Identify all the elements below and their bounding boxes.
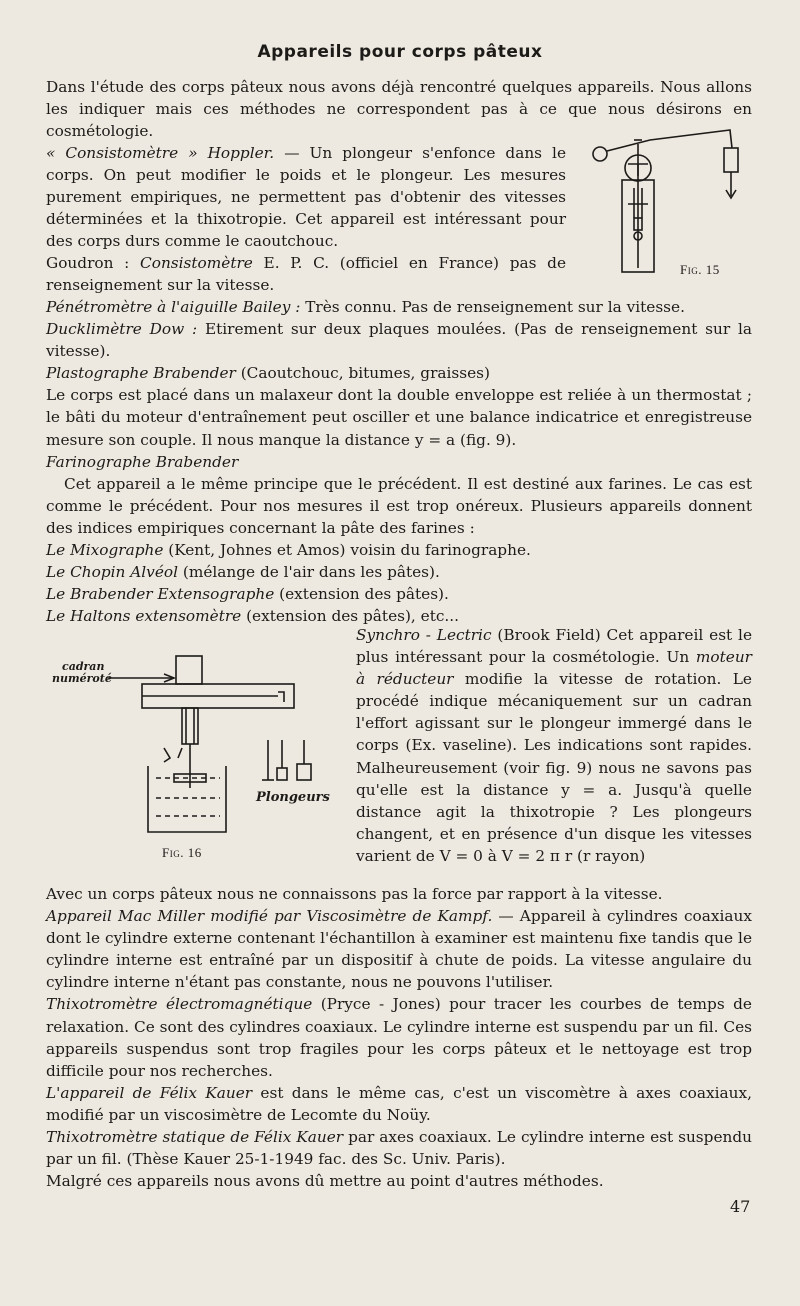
ducklimetre-name: Ducklimètre Dow : (46, 320, 198, 339)
fig16-label: Fig. 16 (162, 845, 202, 860)
plastographe-text: (Caoutchouc, bitumes, graisses) (235, 364, 490, 383)
page-number: 47 (730, 1197, 751, 1216)
list-item-name: Le Chopin Alvéol (46, 563, 178, 582)
farinographe-description: Cet appareil a le même principe que le précédent. Il est destiné aux farines. Le cas est comme le précédent. Pour nos mesures il est trop onéreux. Plusieurs appareils donnent des indices empiriques concernant la pâte des farines : (46, 474, 752, 537)
ducklimetre-paragraph (46, 318, 752, 362)
intro-paragraph: Dans l'étude des corps pâteux nous avons déjà rencontré quelques appareils. Nous allons les indiquer mais ces méthodes ne correspondent pas à ce que nous désirons en cosmétologie. (46, 78, 752, 141)
farinographe-heading (46, 451, 752, 473)
avec-paragraph: Avec un corps pâteux nous ne connaissons pas la force par rapport à la vitesse. (46, 885, 663, 903)
kauer-text: est dans le même cas, c'est un viscomètre à axes coaxiaux, modifié par un viscosimètre de Lecomte du Noüy. (46, 1083, 752, 1124)
synchro-moteur: moteur à réducteur (356, 648, 752, 689)
hoppler-text: — Un plongeur s'enfonce dans le corps. On peut modifier le poids et le plongeur. Les mesures purement empiriques, ne permettent pas d'obtenir des vitesses déterminées et la thixotropie. Cet appareil est intéressant pour des corps durs comme le caoutchouc. (46, 144, 566, 251)
thixo-stat-name: Thixotromètre statique de Félix Kauer (46, 1128, 344, 1147)
penetrometre-name: Pénétromètre à l'aiguille Bailey : (46, 298, 301, 316)
list-item-name: Le Mixographe (46, 541, 164, 560)
instruments-section (46, 296, 752, 627)
list-item-text: (mélange de l'air dans les pâtes). (177, 563, 440, 582)
penetrometre-paragraph (46, 296, 752, 318)
list-item-text: (extension des pâtes). (274, 585, 449, 604)
synchro-section (356, 624, 752, 867)
thixo-stat-text: par axes coaxiaux. Le cylindre interne est suspendu par un fil. (Thèse Kauer 25-1-1949 fac. des Sc. Univ. Paris). (46, 1128, 752, 1169)
macmiller-name: Appareil Mac Miller modifié par Viscosimètre de Kampf. (46, 907, 493, 926)
list-item (46, 583, 752, 605)
thixo-em-paragraph (46, 993, 752, 1081)
plastographe-paragraph (46, 362, 752, 384)
malgre-paragraph: Malgré ces appareils nous avons dû mettre au point d'autres méthodes. (46, 1172, 604, 1191)
ducklimetre-text: Etirement sur deux plaques moulées. (Pas de renseignement sur la vitesse). (46, 320, 752, 361)
list-item-name: Le Haltons extensomètre (46, 607, 242, 626)
plastographe-description: Le corps est placé dans un malaxeur dont la double enveloppe est reliée à un thermostat ; le bâti du moteur d'entraînement peut osciller et une balance indicatrice et enregistreuse mesure son couple. Il nous manque la distance y = a (fig. 9). (46, 386, 752, 449)
synchro-text-2: modifie la vitesse de rotation. Le procédé indique mécaniquement sur un cadran l'effort agissant sur le plongeur immergé dans le corps (Ex. vaseline). Les indications sont rapides. Malheureusement (voir fig. 9) nous ne savons pas qu'elle est la distance y = a. Jusqu'à quelle distance agit la thixotropie ? Les plongeurs changent, et en présence d'un disque les vitesses varient de V = 0 à V = 2 π r (r rayon) (356, 670, 752, 865)
hoppler-paragraph (46, 142, 566, 252)
penetrometre-text: Très connu. Pas de renseignement sur la vitesse. (300, 298, 685, 316)
thixo-em-text: (Pryce - Jones) pour tracer les courbes de temps de relaxation. Ce sont des cylindres coaxiaux. Le cylindre interne est suspendu par un fil. Ces appareils suspendus sont trop fragiles pour les corps pâteux et le nettoyage est trop difficile pour nos recherches. (46, 995, 752, 1080)
goudron-prefix: Goudron : (46, 254, 141, 272)
list-item-name: Le Brabender Extensographe (46, 585, 275, 604)
goudron-section (46, 252, 566, 296)
plastographe-name: Plastographe Brabender (46, 364, 236, 383)
fig16-handwritten-numerote: numéroté (52, 672, 112, 685)
list-item (46, 561, 752, 583)
kauer-paragraph (46, 1082, 752, 1126)
thixo-em-name: Thixotromètre électromagnétique (46, 995, 313, 1014)
hoppler-name: « Consistomètre » Hoppler. (46, 144, 275, 162)
figure-15-diagram (590, 118, 750, 278)
hoppler-section (46, 142, 566, 252)
farinographe-name: Farinographe Brabender (46, 452, 239, 471)
fig16-handwritten-plongeurs: Plongeurs (256, 790, 330, 805)
synchro-name: Synchro - Lectric (356, 626, 492, 644)
bottom-section (46, 883, 752, 1192)
macmiller-text: — Appareil à cylindres coaxiaux dont le cylindre externe contenant l'échantillon à examiner est maintenu fixe tandis que le cylindre interne est entraîné par un dispositif à chute de poids. La vitesse angulaire du cylindre interne n'étant pas constante, nous ne pouvons l'utiliser. (46, 907, 752, 992)
fig16-handwritten-cadran: cadran (62, 660, 105, 673)
goudron-text: E. P. C. (officiel en France) pas de renseignement sur la vitesse. (46, 254, 567, 295)
macmiller-paragraph (46, 905, 752, 993)
thixo-stat-paragraph (46, 1126, 752, 1170)
list-item (46, 539, 752, 561)
fig15-label: Fig. 15 (680, 262, 720, 277)
goudron-name: Consistomètre (140, 254, 253, 272)
page-title: Appareils pour corps pâteux (257, 42, 543, 62)
goudron-paragraph (46, 252, 566, 296)
kauer-name: L'appareil de Félix Kauer (46, 1083, 253, 1102)
list-item-text: (Kent, Johnes et Amos) voisin du farinographe. (163, 541, 531, 560)
synchro-text-1: (Brook Field) Cet appareil est le plus intéressant pour la cosmétologie. Un (356, 626, 752, 667)
synchro-paragraph (356, 624, 752, 867)
list-item-text: (extension des pâtes), etc... (241, 607, 460, 626)
